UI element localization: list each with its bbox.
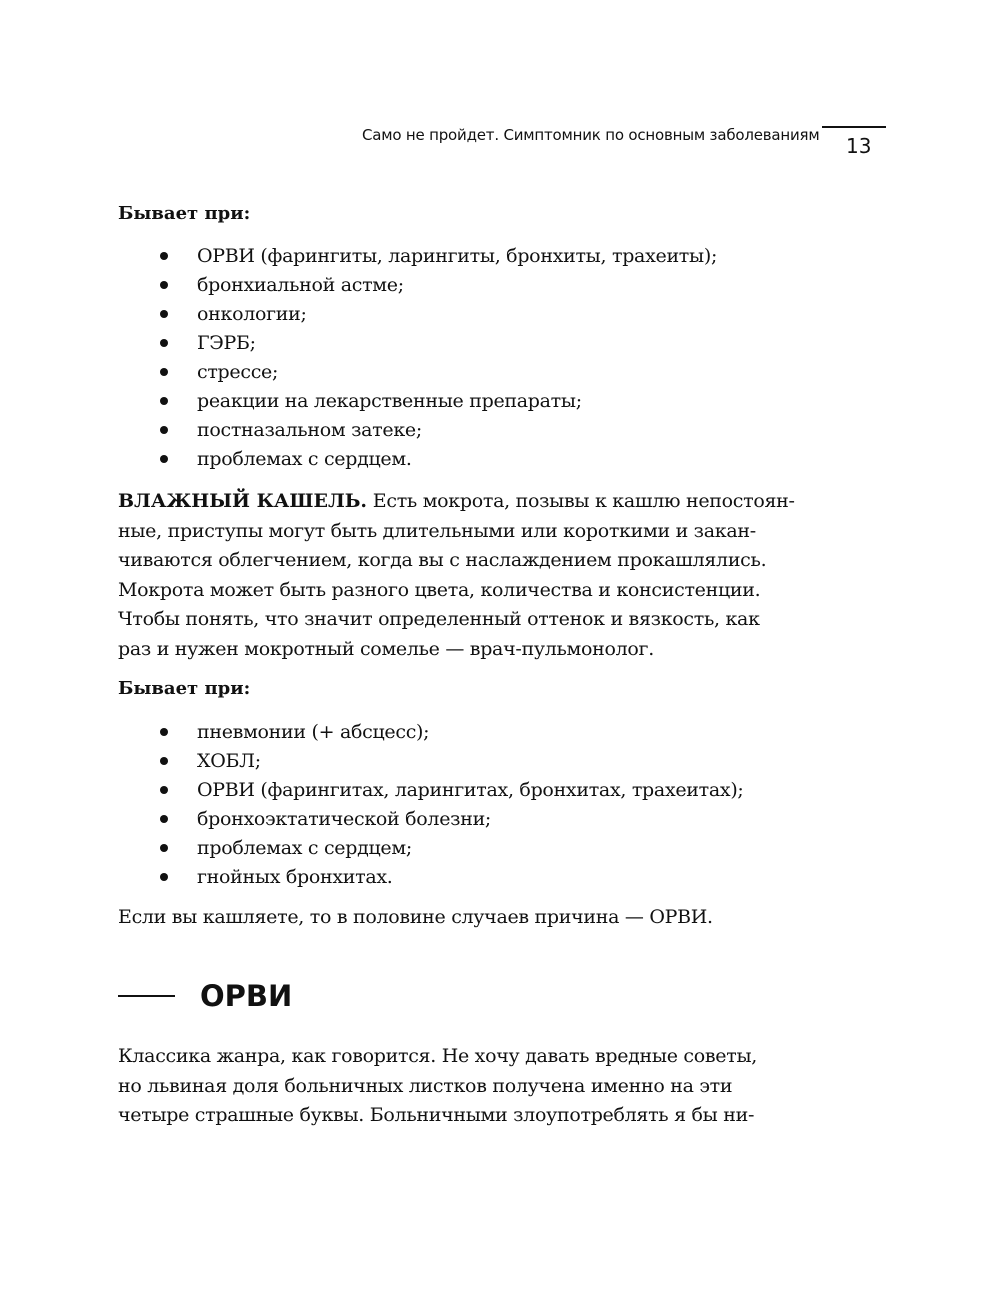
list-item [160,271,717,300]
list-item-text: проблемах с сердцем; [197,837,412,859]
bullet-icon [160,426,168,434]
bullet-icon [160,815,168,823]
occurs-with-label: Бывает при: [118,678,251,699]
bullet-icon [160,873,168,881]
bullet-icon [160,397,168,405]
section-rule [118,995,175,997]
paragraph-line: но львиная доля больничных листков получена именно на эти [118,1074,733,1097]
paragraph-line: Классика жанра, как говорится. Не хочу давать вредные советы, [118,1045,758,1067]
list-item [160,718,744,747]
section-paragraph [118,1042,788,1131]
list-item-text: стрессе; [197,361,279,383]
page-number-rule [822,126,886,128]
bullet-icon [160,252,168,260]
list-item [160,242,717,271]
paragraph-line: ные, приступы могут быть длительными или короткими и закан- [118,519,756,542]
list-item-text: пневмонии (+ абсцесс); [197,721,430,743]
list-item [160,776,744,805]
bullet-icon [160,310,168,318]
list-item-text: реакции на лекарственные препараты; [197,390,582,412]
bullet-icon [160,281,168,289]
running-header: Само не пройдет. Симптомник по основным заболеваниям [362,126,820,144]
list-item-text: ХОБЛ; [197,750,261,772]
list-item [160,358,717,387]
bullet-icon [160,844,168,852]
list-item [160,416,717,445]
list-item [160,834,744,863]
paragraph-line: Чтобы понять, что значит определенный оттенок и вязкость, как [118,608,760,631]
bullet-icon [160,728,168,736]
list-item [160,863,744,892]
page-number: 13 [846,134,872,158]
list-item-text: постназальном затеке; [197,419,422,441]
paragraph-line [118,487,795,517]
summary-paragraph: Если вы кашляете, то в половине случаев причина — ОРВИ. [118,906,713,928]
list-item [160,387,717,416]
bullet-icon [160,757,168,765]
list-item [160,805,744,834]
paragraph-line: четыре страшные буквы. Больничными злоупотреблять я бы ни- [118,1104,755,1127]
list-item-text: бронхоэктатической болезни; [197,808,492,830]
list-item-text: гнойных бронхитах. [197,866,393,888]
dry-cough-causes-list [160,242,717,474]
list-item-text: ОРВИ (фарингиты, ларингиты, бронхиты, трахеиты); [197,245,718,267]
section-title: ОРВИ [200,979,293,1013]
bullet-icon [160,786,168,794]
list-item-text: бронхиальной астме; [197,274,404,296]
list-item-text: ОРВИ (фарингитах, ларингитах, бронхитах, трахеитах); [197,779,744,801]
wet-cough-causes-list [160,718,744,892]
list-item-text: онкологии; [197,303,307,325]
paragraph-text: Есть мокрота, позывы к кашлю непостоян- [367,490,795,512]
list-item [160,747,744,776]
list-item [160,300,717,329]
bullet-icon [160,368,168,376]
list-item-text: ГЭРБ; [197,332,256,354]
occurs-with-label: Бывает при: [118,203,251,224]
wet-cough-heading: ВЛАЖНЫЙ КАШЕЛЬ. [118,490,368,512]
list-item [160,329,717,358]
paragraph-line: чиваются облегчением, когда вы с наслаждением прокашлялись. [118,549,767,572]
bullet-icon [160,455,168,463]
paragraph-line: Мокрота может быть разного цвета, количества и консистенции. [118,578,761,601]
bullet-icon [160,339,168,347]
wet-cough-paragraph [118,487,795,665]
list-item [160,445,717,474]
list-item-text: проблемах с сердцем. [197,448,412,470]
paragraph-line: раз и нужен мокротный сомелье — врач-пульмонолог. [118,637,654,660]
